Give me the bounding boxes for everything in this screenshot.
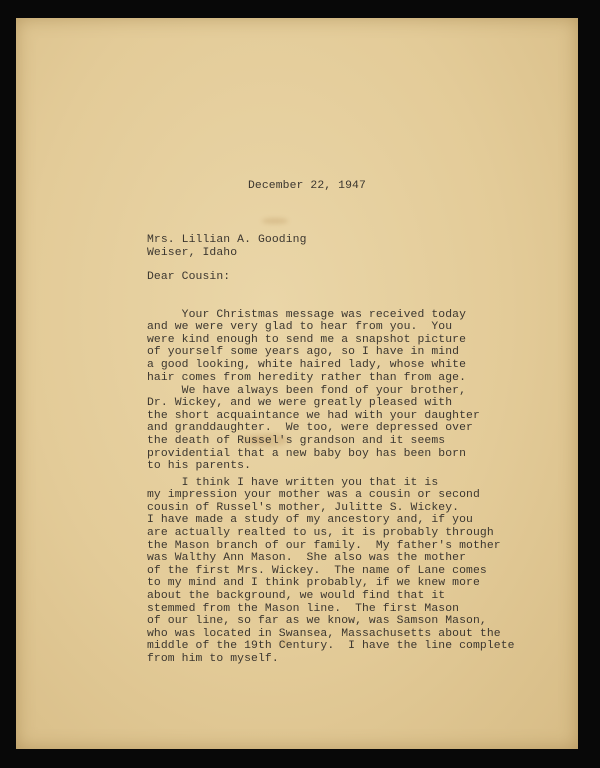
letter-page (16, 18, 578, 749)
paragraph-line: of the first Mrs. Wickey. The name of Lane comes (147, 564, 487, 577)
paragraph-line: hair comes from heredity rather than from age. (147, 371, 467, 384)
paragraph-line: were kind enough to send me a snapshot picture (147, 333, 467, 346)
addressee-block (147, 234, 307, 259)
paragraph-line: was Walthy Ann Mason. She also was the mother (147, 552, 467, 565)
paragraph-line: We have always been fond of your brother, (147, 384, 467, 397)
addressee-name: Mrs. Lillian A. Gooding (147, 234, 307, 246)
paragraph-line: my impression your mother was a cousin or second (147, 489, 480, 502)
paragraph-line: Your Christmas message was received today (147, 308, 467, 321)
paragraph-line: providential that a new baby boy has been born (147, 447, 467, 460)
paragraph-line: and granddaughter. We too, were depressed over (147, 422, 473, 435)
paragraph-line: a good looking, white haired lady, whose white (147, 358, 467, 371)
paragraph-line: to my mind and I think probably, if we knew more (147, 577, 480, 590)
paragraph-line: to his parents. (147, 460, 252, 473)
letter-date: December 22, 1947 (248, 180, 366, 192)
paragraph-line: of our line, so far as we know, was Samson Mason, (147, 615, 487, 628)
addressee-location: Weiser, Idaho (147, 246, 238, 259)
paragraph-line: Dr. Wickey, and we were greatly pleased with (147, 397, 453, 410)
paragraph-3 (147, 464, 515, 666)
paragraph-line: I think I have written you that it is (147, 476, 439, 489)
paper-stain (262, 218, 288, 224)
paragraph-line: the death of Russel's grandson and it seems (147, 434, 446, 447)
paragraph-line: the Mason branch of our family. My father's mother (147, 539, 501, 552)
paragraph-line: I have made a study of my ancestory and, if you (147, 514, 473, 527)
paragraph-line: about the background, we would find that it (147, 589, 446, 602)
paragraph-line: the short acquaintance we had with your daughter (147, 409, 480, 422)
paragraph-line: from him to myself. (147, 652, 279, 665)
salutation: Dear Cousin: (147, 271, 231, 283)
paragraph-line: and we were very glad to hear from you. You (147, 321, 453, 334)
paragraph-line: middle of the 19th Century. I have the line complete (147, 640, 515, 653)
paragraph-2 (147, 372, 480, 473)
paragraph-line: are actually realted to us, it is probably through (147, 526, 494, 539)
paragraph-line: cousin of Russel's mother, Julitte S. Wickey. (147, 501, 460, 514)
paragraph-line: stemmed from the Mason line. The first Mason (147, 602, 460, 615)
paragraph-1 (147, 296, 466, 384)
paragraph-line: of yourself some years ago, so I have in mind (147, 346, 460, 359)
paragraph-line: who was located in Swansea, Massachusetts about the (147, 627, 501, 640)
